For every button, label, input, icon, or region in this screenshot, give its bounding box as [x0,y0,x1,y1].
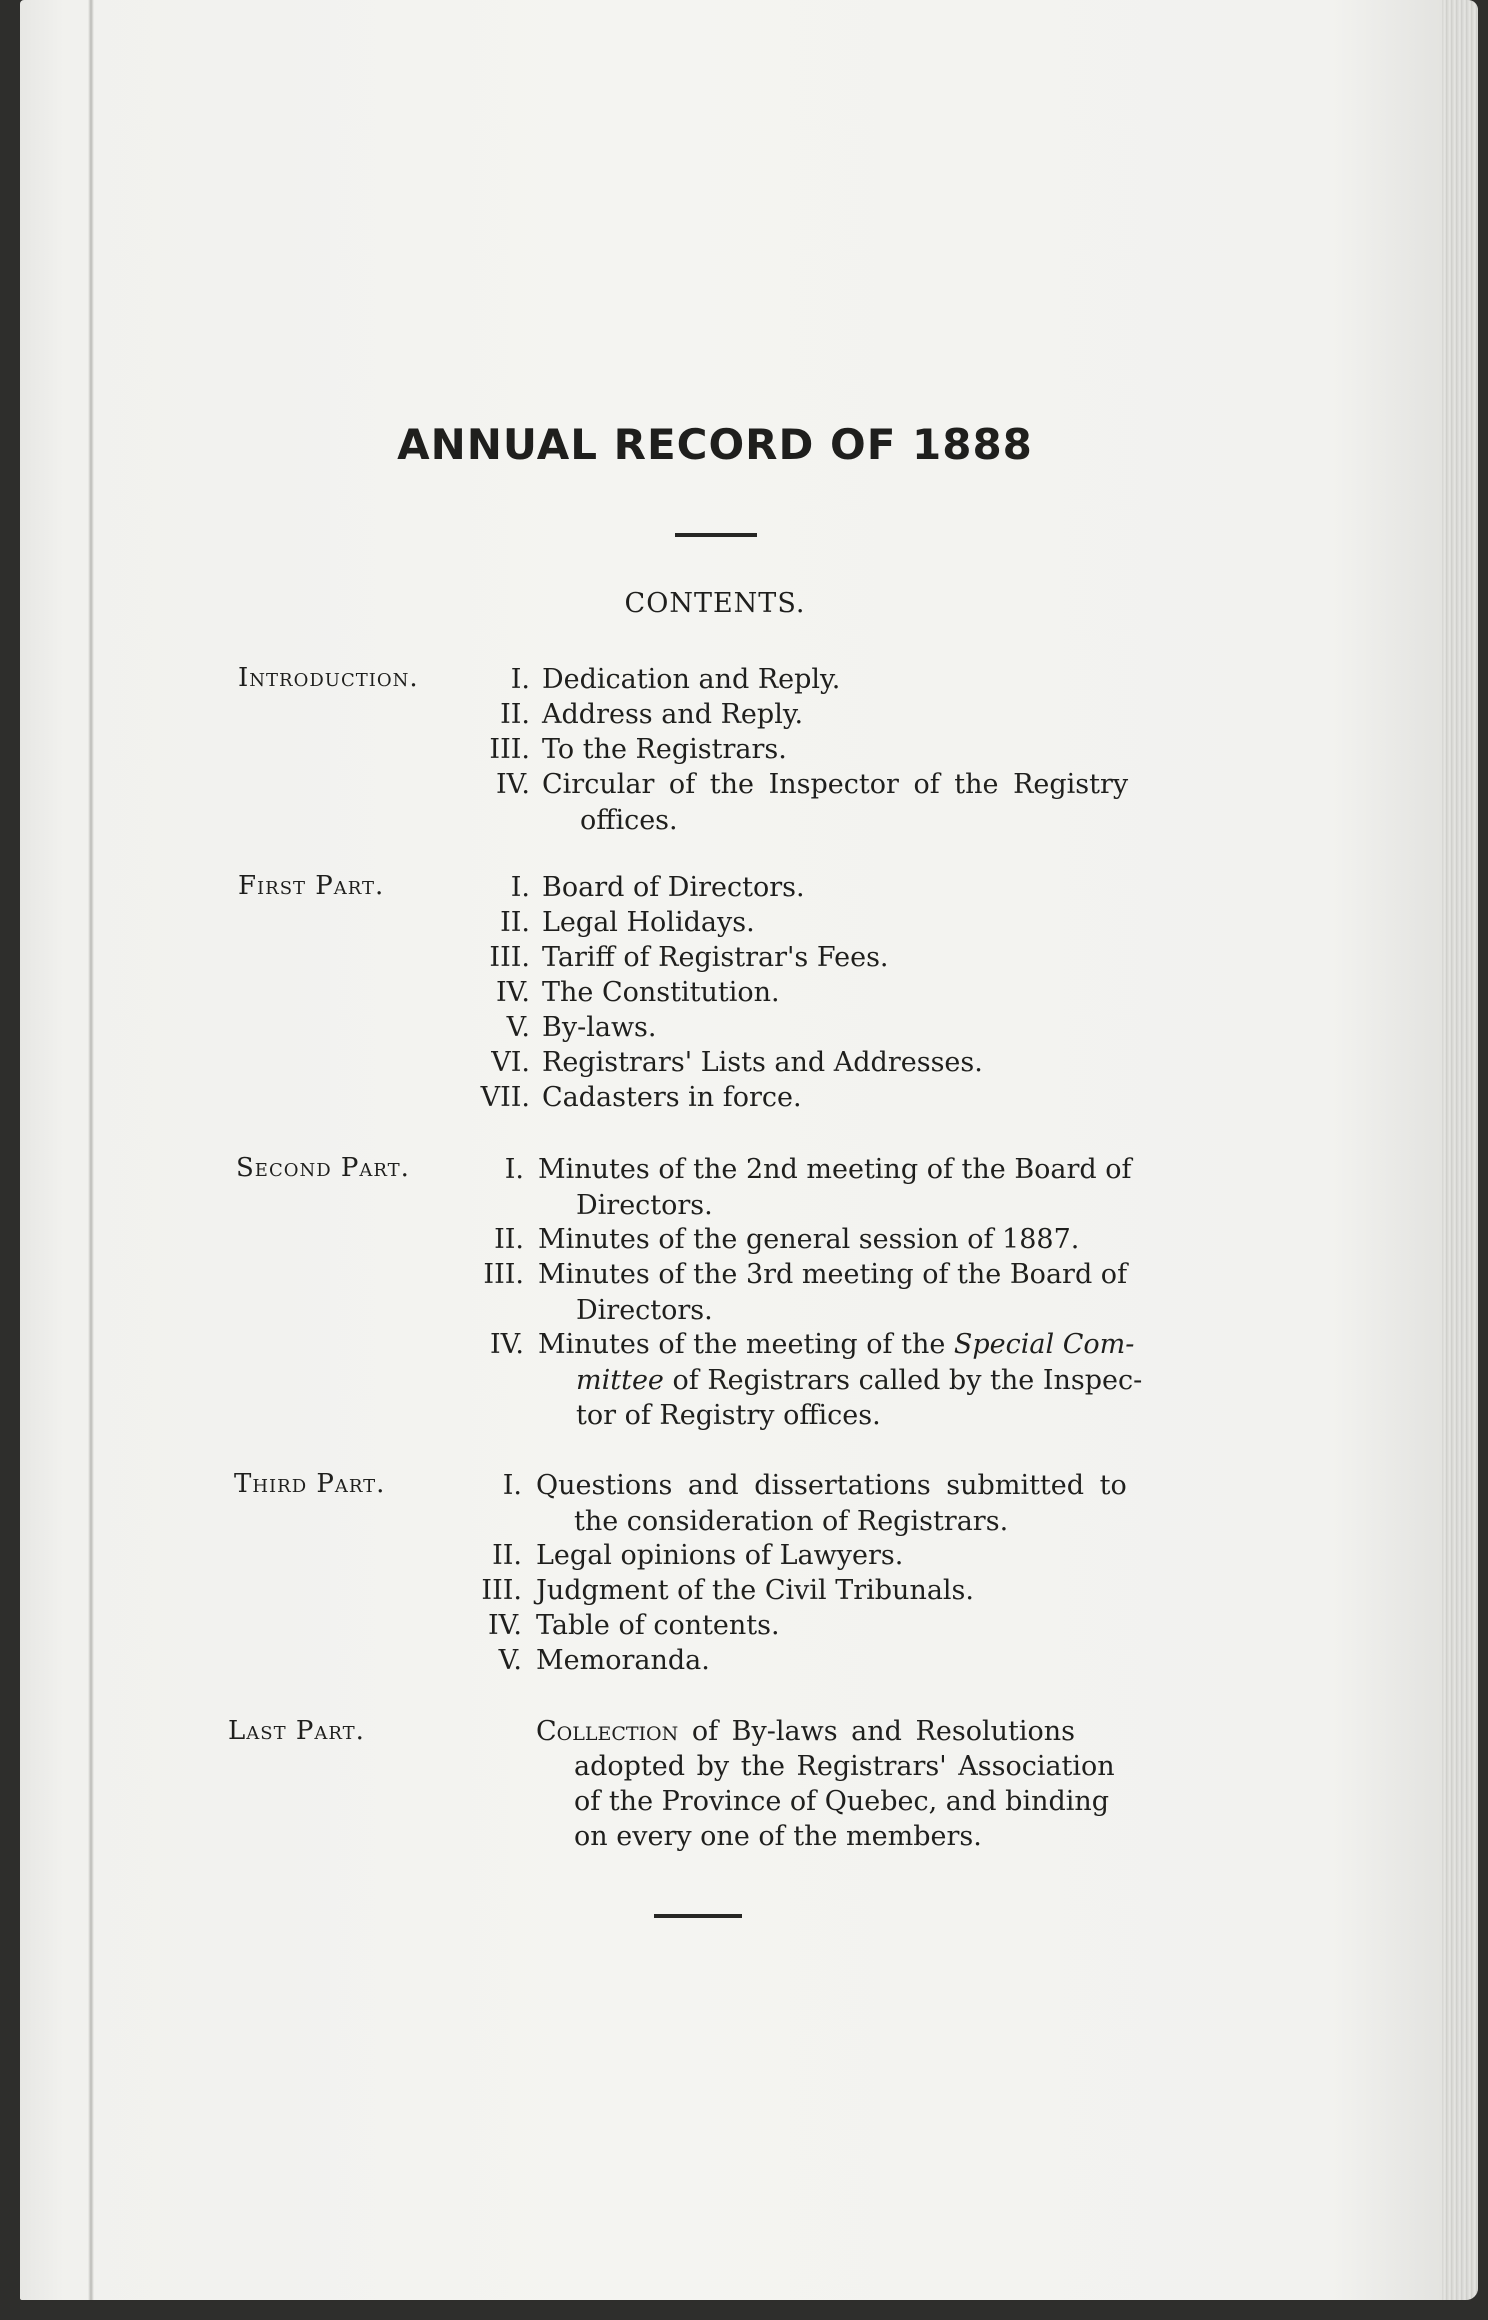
toc-continuation [576,1365,1142,1396]
toc-text: Tariff of Registrar's Fees. [542,942,889,973]
section-label-last-part: Last Part. [228,1716,365,1746]
last-part-line: of the Province of Quebec, and binding [574,1786,1110,1817]
toc-text: Circular of the Inspector of the Registry [542,769,1129,800]
section-label-first-part: First Part. [238,871,385,901]
toc-continuation: tor of Registry offices. [576,1400,881,1431]
toc-text: Board of Directors. [542,872,805,903]
toc-text: Legal opinions of Lawyers. [536,1540,904,1571]
toc-numeral: I. [510,664,530,695]
toc-text: Dedication and Reply. [542,664,841,695]
toc-numeral: III. [481,1575,522,1606]
last-part-line-rest: of By-laws and Resolutions [678,1716,1075,1747]
toc-numeral: IV. [495,977,530,1008]
last-part-lead: Collection [536,1716,679,1747]
toc-numeral: V. [498,1645,522,1676]
toc-numeral: I. [504,1154,524,1185]
toc-text: The Constitution. [542,977,780,1008]
toc-text-pre: Minutes of the meeting of the [538,1329,954,1360]
toc-numeral: III. [483,1259,524,1290]
toc-continuation: offices. [580,805,678,836]
toc-text: To the Registrars. [542,734,787,765]
toc-text: Table of contents. [536,1610,780,1641]
toc-continuation: the consideration of Registrars. [574,1506,1009,1537]
toc-continuation: Directors. [576,1295,713,1326]
title-rule [675,533,757,537]
toc-text: Registrars' Lists and Addresses. [542,1047,983,1078]
toc-text: Minutes of the 3rd meeting of the Board of [538,1259,1128,1290]
section-label-introduction: Introduction. [238,663,419,693]
toc-text: Cadasters in force. [542,1082,802,1113]
toc-text: Minutes of the general session of 1887. [538,1224,1080,1255]
toc-text-post: of Registrars called by the Inspec- [663,1365,1143,1396]
section-label-second-part: Second Part. [236,1153,410,1183]
closing-rule [654,1914,742,1918]
toc-numeral: III. [489,942,530,973]
toc-numeral: III. [489,734,530,765]
toc-numeral: II. [500,907,530,938]
last-part-line [536,1714,1075,1749]
toc-text: Minutes of the 2nd meeting of the Board of [538,1154,1132,1185]
toc-text: Judgment of the Civil Tribunals. [536,1575,974,1606]
toc-numeral: I. [510,872,530,903]
toc-text: Legal Holidays. [542,907,755,938]
toc-numeral: VI. [491,1047,530,1078]
toc-continuation: Directors. [576,1190,713,1221]
contents-heading: CONTENTS. [624,588,806,619]
toc-numeral: II. [500,699,530,730]
page-title: ANNUAL RECORD OF 1888 [397,420,1033,469]
toc-numeral: IV. [495,769,530,800]
toc-numeral: II. [494,1224,524,1255]
toc-text: Address and Reply. [542,699,804,730]
toc-numeral: V. [506,1012,530,1043]
toc-numeral: II. [492,1540,522,1571]
toc-numeral: IV. [489,1329,524,1360]
last-part-line: on every one of the members. [574,1821,982,1852]
section-label-third-part: Third Part. [234,1469,386,1499]
toc-numeral: IV. [487,1610,522,1641]
document-page [20,0,1478,2300]
toc-text: Memoranda. [536,1645,710,1676]
toc-numeral: I. [502,1470,522,1501]
toc-text: Questions and dissertations submitted to [536,1470,1127,1501]
toc-numeral: VII. [480,1082,530,1113]
last-part-line: adopted by the Registrars' Association [574,1751,1115,1782]
toc-text [538,1327,1134,1362]
toc-text-emphasis: Special Com- [953,1329,1135,1360]
toc-text-emphasis: mittee [576,1365,664,1396]
contents-page [20,0,1478,2300]
toc-text: By-laws. [542,1012,657,1043]
